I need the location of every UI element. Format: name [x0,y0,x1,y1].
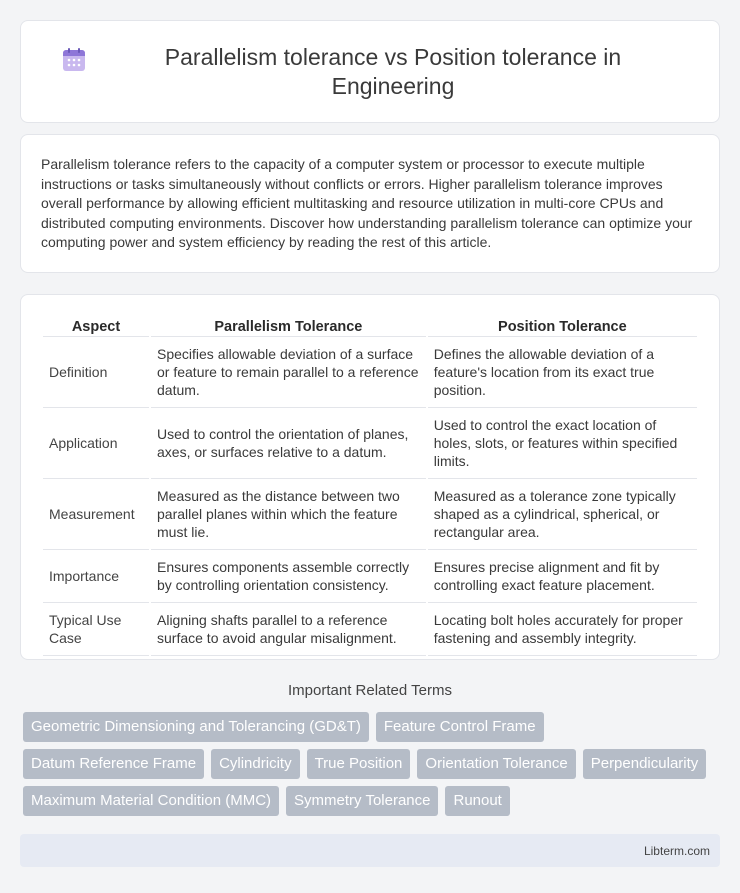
comparison-table [41,315,699,656]
table-header-row [43,315,697,337]
table-cell-aspect: Typical Use Case [43,603,149,656]
table-cell: Used to control the exact location of holes, slots, or features within specified limits. [428,408,697,479]
header-parallelism: Parallelism Tolerance [151,315,426,337]
table-cell: Ensures precise alignment and fit by controlling exact feature placement. [428,550,697,603]
footer-site-link[interactable]: Libterm.com [643,843,710,858]
related-term-tag[interactable]: Orientation Tolerance [417,749,575,779]
related-term-tag[interactable]: Cylindricity [211,749,300,779]
table-cell-aspect: Measurement [43,479,149,550]
table-cell-aspect: Definition [43,337,149,408]
table-row [43,603,697,656]
related-terms-title: Important Related Terms [288,682,452,699]
header-position: Position Tolerance [428,315,697,337]
related-term-tag[interactable]: Datum Reference Frame [23,749,204,779]
table-row [43,337,697,408]
table-cell: Used to control the orientation of planes, axes, or surfaces relative to a datum. [151,408,426,479]
table-cell: Measured as a tolerance zone typically shaped as a cylindrical, spherical, or rectangular area. [428,479,697,550]
table-cell: Defines the allowable deviation of a feature's location from its exact true position. [428,337,697,408]
header-card [20,20,720,123]
table-cell: Measured as the distance between two parallel planes within which the feature must lie. [151,479,426,550]
calendar-icon [61,47,87,73]
related-term-tag[interactable]: True Position [307,749,411,779]
page-title: Parallelism tolerance vs Position tolerance in Engineering [164,43,622,99]
related-term-tag[interactable]: Feature Control Frame [376,712,544,742]
table-cell-aspect: Importance [43,550,149,603]
related-term-tag[interactable]: Geometric Dimensioning and Tolerancing (GD&T) [23,712,369,742]
table-row [43,479,697,550]
table-cell-aspect: Application [43,408,149,479]
header-aspect: Aspect [43,315,149,337]
intro-text: Parallelism tolerance refers to the capacity of a computer system or processor to execute multiple instructions or tasks simultaneously without conflicts or errors. Higher parallelism tolerance improves overall performance by allowing efficient multitasking and resource utilization in multi-core CPUs and distributed computing environments. Discover how understanding parallelism tolerance can optimize your computing power and system efficiency by reading the rest of this article. [41,156,693,250]
table-row [43,550,697,603]
table-cell: Specifies allowable deviation of a surface or feature to remain parallel to a reference datum. [151,337,426,408]
related-term-tag[interactable]: Perpendicularity [583,749,707,779]
table-cell: Locating bolt holes accurately for proper fastening and assembly integrity. [428,603,697,656]
related-term-tag[interactable]: Runout [445,786,509,816]
footer [20,834,720,867]
related-term-tag[interactable]: Symmetry Tolerance [286,786,438,816]
table-cell: Ensures components assemble correctly by controlling orientation consistency. [151,550,426,603]
table-row [43,408,697,479]
related-term-tag[interactable]: Maximum Material Condition (MMC) [23,786,279,816]
related-terms-list [20,712,720,823]
table-cell: Aligning shafts parallel to a reference surface to avoid angular misalignment. [151,603,426,656]
intro-card [20,134,720,273]
comparison-card [20,294,720,660]
